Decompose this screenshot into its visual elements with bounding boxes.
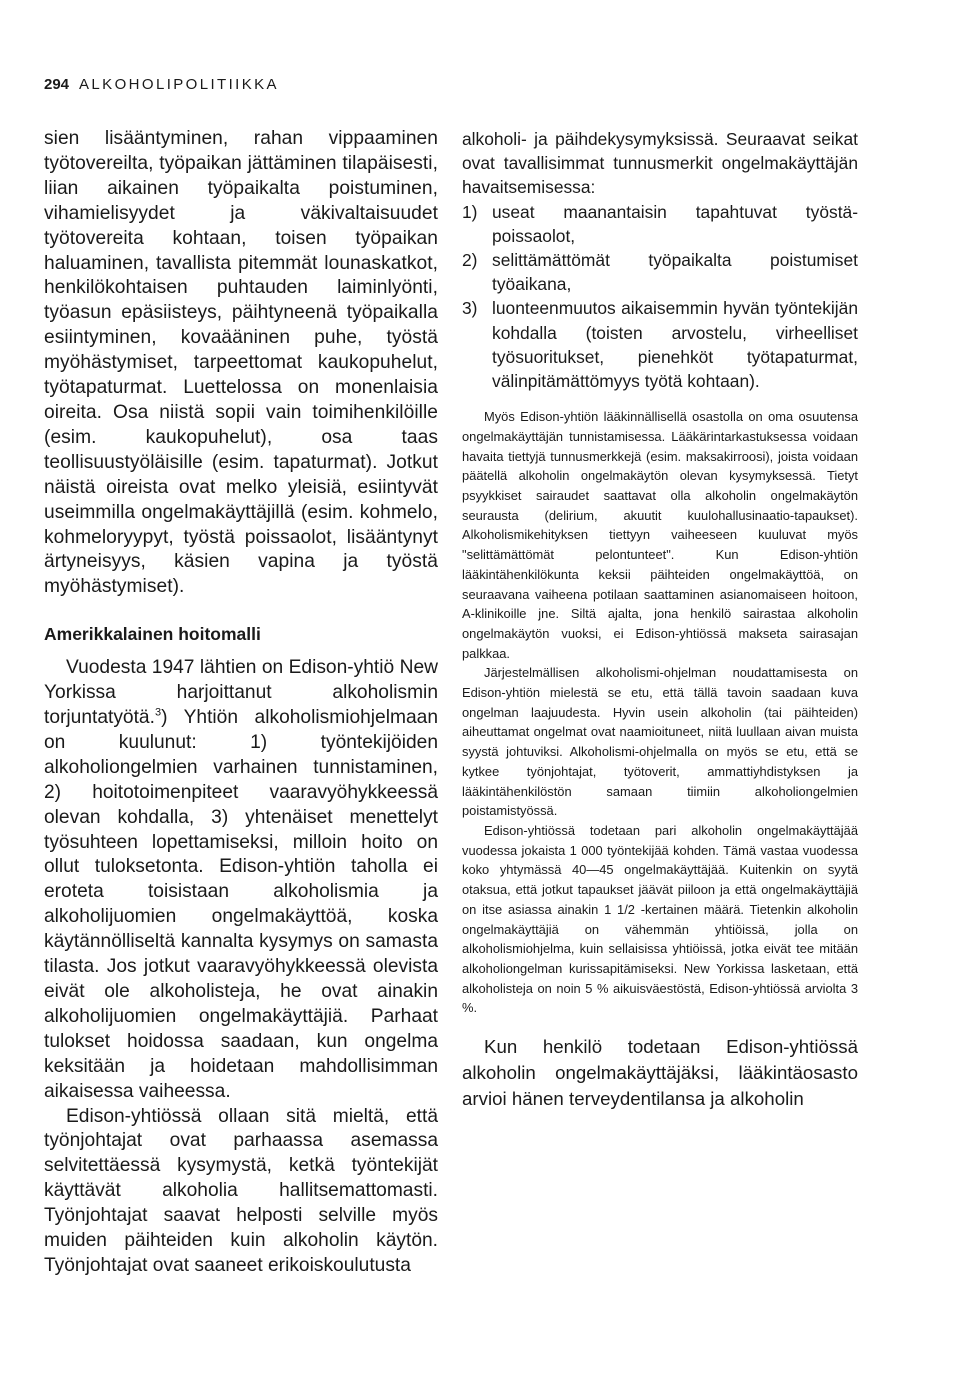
american-model-paragraph	[44, 656, 438, 1104]
paragraph-text-after-footnote: ) Yhtiön alkoholismiohjelmaan on kuulunut: 1) työntekijöiden alkoholiongelmien varhainen tunnistaminen, 2) hoitotoimenpiteet vaaravyöhykkeessä olevan kohdalla, 3) yhtenäiset menettelyt työsuhteen lopettamiseksi, milloin hoito on ollut tuloksetonta. Edison-yhtiön taholla ei eroteta toisistaan alkoholismia ja alkoholijuomien ongelmakäyttöä, koska käytännölliseltä kannalta kysymys on samasta tilasta. Jos jotkut vaaravyöhykkeessä olevista eivät ole alkoholisteja, he ovat ainakin alkoholijuomien ongelmakäyttäjiä. Parhaat tulokset hoidossa saadaan, kun ongelma keksitään ja hoidetaan mahdollisimman aikaisessa vaiheessa.	[44, 707, 438, 1102]
list-text: luonteenmuutos aikaisemmin hyvän työntekijän kohdalla (toisten arvostelu, virheelliset työsuoritukset, pienehköt työtapaturmat, välinpitämättömyys työtä kohtaan).	[492, 298, 858, 392]
supervisor-paragraph: Edison-yhtiössä ollaan sitä mieltä, että työnjohtajat ovat parhaassa asemassa selvitettäessä kysymystä, ketkä työntekijät käyttävät alkoholia hallitsemattomasti. Työnjohtajat saavat helposti selville myös muiden päihteiden kuin alkoholin käytön. Työnjohtajat ovat saaneet erikoiskoulutusta	[44, 1105, 438, 1276]
list-text: selittämättömät työpaikalta poistumiset työaikana,	[492, 250, 858, 295]
small-text-block	[462, 407, 858, 1018]
page-header	[44, 76, 279, 93]
footnote-reference: 3	[154, 706, 162, 719]
list-number: 1)	[462, 201, 478, 222]
right-column	[462, 127, 858, 1131]
list-item	[462, 200, 858, 248]
running-title: ALKOHOLIPOLITIIKKA	[79, 76, 279, 93]
systematic-program-paragraph: Järjestelmällisen alkoholismi-ohjelman noudattamisesta on Edison-yhtiön mielestä se etu, että tällä tavoin saadaan kuva ongelman laajuudesta. Hyvin usein alkoholin (tai päihteiden) aiheuttamat ongelmat ovat naamioituneet, niitä luullaan aivan muista syystä johtuviksi. Alkoholismi-ohjelmalla on myös se etu, että se kytkee työnjohtajat, työtoverit, ammattiyhdistyksen ja lääkintähenkilöstön samaan tiimiin alkoholiongelmien poistamistyössä.	[462, 665, 858, 819]
list-item	[462, 248, 858, 296]
warning-signs-list	[462, 200, 858, 394]
list-number: 2)	[462, 250, 478, 271]
left-column	[44, 127, 438, 1279]
prevalence-paragraph: Edison-yhtiössä todetaan pari alkoholin ongelmakäyttäjää vuodessa jokaista 1 000 työntekijää kohden. Tämä vastaa vuodessa koko yhtymässä 40—45 ongelmakäyttäjää. Kuitenkin on syytä otaksua, että jotkut tapaukset jäävät piiloon ja että ongelmakäyttäjiä on itse asiassa ainakin 1 1/2 -kertainen määrä. Tietenkin alkoholin ongelmakäyttäjiä on vähemmän yhtiöissä, jolla on alkoholismiohjelma, kuin sellaisissa yhtiöissä, jotka eivät tee mitään alkoholiongelman kurissapitämiseksi. New Yorkissa lasketaan, että alkoholisteja on noin 5 % aikuisväestöstä, Edison-yhtiössä arviolta 3 %.	[462, 823, 858, 1016]
list-item	[462, 296, 858, 393]
right-intro-paragraph: alkoholi- ja päihdekysymyksissä. Seuraavat seikat ovat tavallisimmat tunnusmerkit ongelmakäyttäjän havaitsemisessa:	[462, 129, 858, 198]
page-number: 294	[44, 76, 70, 93]
left-intro-paragraph: sien lisääntyminen, rahan vippaaminen työtovereilta, työpaikan jättäminen tilapäisesti, liian aikainen työpaikalta poistuminen, vihamielisyydet ja väkivaltaisuudet työtovereita kohtaan, toisen työpaikan haluaminen, tavallista pitemmät lounaskatkot, henkilökohtaisen puhtauden laiminlyönti, työasun epäsiisteys, päihtyneenä työpaikalla esiintyminen, kovaääninen puhe, työstä myöhästymiset, tarpeettomat kaukopuhelut, työtapaturmat. Luettelossa on monenlaisia oireita. Osa niistä sopii vain toimihenkilöille (esim. kaukopuhelut), osa taas teollisuustyöläisille (esim. tapaturmat). Jotkut näistä oireista ovat melko yleisiä, esiintyvät useimmilla ongelmakäyttäjillä (esim. kohmelo, kohmeloryypyt, työstä poissaolot, lisääntynyt ärtyneisyys, käsien vapina ja työstä myöhästymiset).	[44, 128, 438, 598]
section-heading: Amerikkalainen hoitomalli	[44, 624, 261, 645]
closing-paragraph: Kun henkilö todetaan Edison-yhtiössä alkoholin ongelmakäyttäjäksi, lääkintäosasto arvioi hänen terveydentilansa ja alkoholin	[462, 1036, 858, 1110]
medical-department-paragraph: Myös Edison-yhtiön lääkinnällisellä osastolla on oma osuutensa ongelmakäyttäjän tunnistamisessa. Lääkärintarkastuksessa voidaan havaita tiettyjä tunnusmerkkejä (esim. maksakirroosi), joista voidaan päätellä alkoholin ongelmakäytön olevan kysymyksessä. Tietyt psyykkiset sairaudet saattavat olla alkoholin ongelmakäytön seurausta (delirium, akuutit kuulohallusinaatio-tapaukset). Alkoholismikehityksen tiettyyn vaiheeseen kuuluvat myös "selittämättömät pelontunteet". Kun Edison-yhtiön lääkintähenkilökunta keksii päihteiden ongelmakäyttöä, on seuraavana vaiheena potilaan saattaminen asianomaiseen hoitoon, A-klinikoille jne. Siltä ajalta, jona henkilö sairastaa alkoholin ongelmakäytön vuoksi, ei Edison-yhtiössä makseta sairasajan palkkaa.	[462, 409, 858, 661]
list-number: 3)	[462, 298, 478, 319]
paragraph-text-before-footnote: Vuodesta 1947 lähtien on Edison-yhtiö New Yorkissa harjoittanut alkoholismin torjuntatyötä.	[44, 657, 438, 729]
list-text: useat maanantaisin tapahtuvat työstäpoissaolot,	[492, 201, 858, 246]
